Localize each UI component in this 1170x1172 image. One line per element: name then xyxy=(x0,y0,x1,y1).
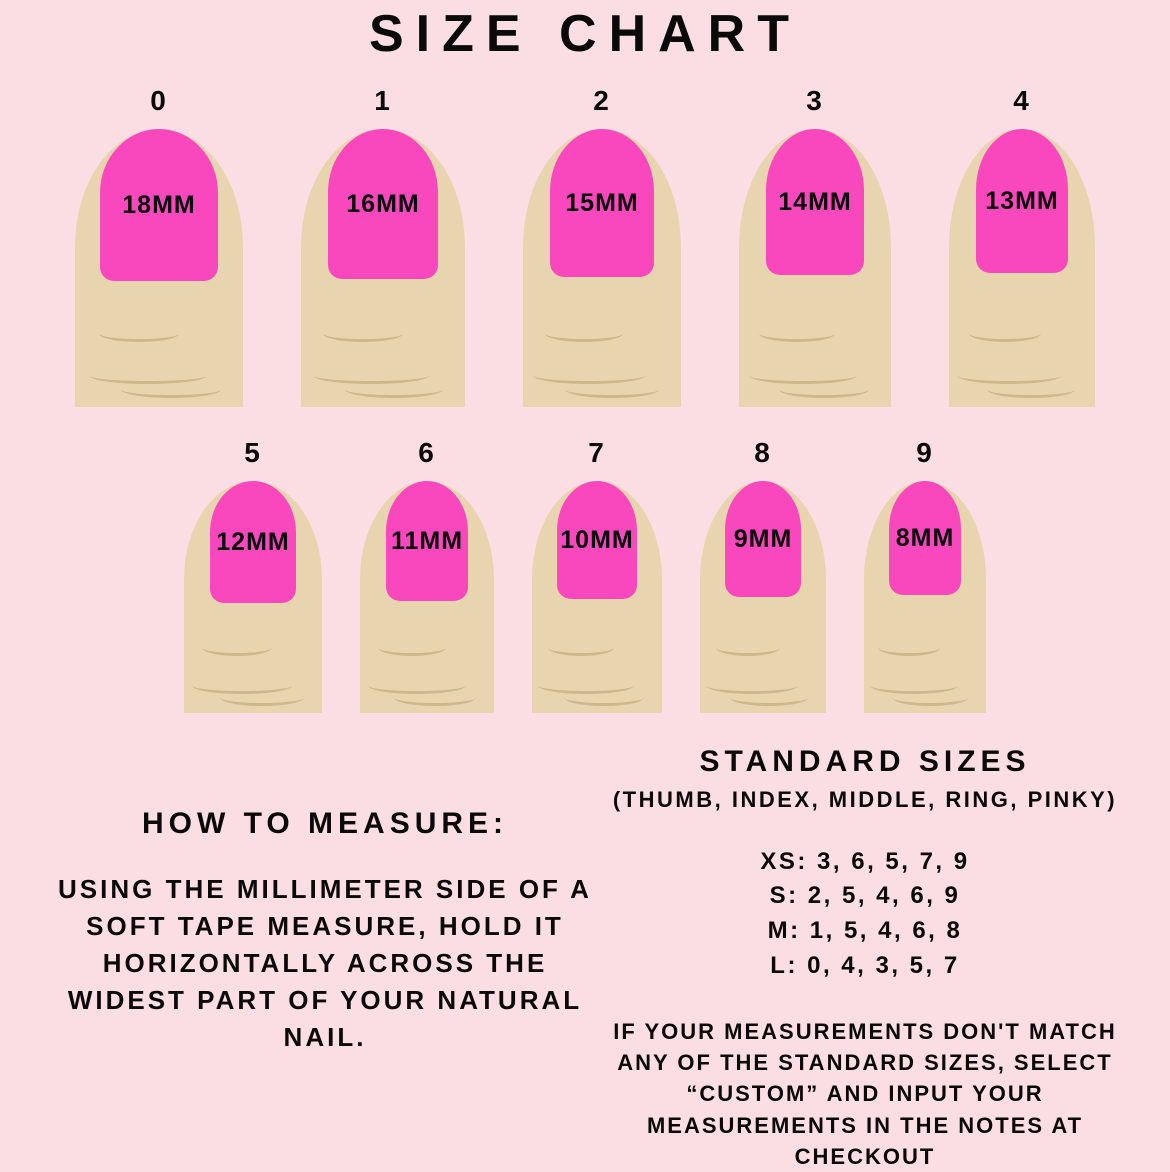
custom-size-note: IF YOUR MEASUREMENTS DON'T MATCH ANY OF THE STANDARD SIZES, SELECT “CUSTOM” AND INPUT YOUR MEASUREMENTS IN THE NOTES AT CHECKOUT xyxy=(613,1018,1117,1169)
info-section xyxy=(0,745,1170,1172)
finger-cell-6 xyxy=(360,437,494,713)
nail-shape xyxy=(766,129,864,275)
nail-shape xyxy=(557,481,637,599)
finger-graphic xyxy=(739,129,891,407)
size-label: 7 xyxy=(588,437,606,469)
finger-cell-3 xyxy=(739,85,891,407)
nail-measurement: 15MM xyxy=(565,188,639,217)
nail-shape xyxy=(210,481,296,603)
nail-shape xyxy=(976,129,1068,273)
finger-graphic xyxy=(523,129,681,407)
how-to-measure-body: USING THE MILLIMETER SIDE OF A SOFT TAPE MEASURE, HOLD IT HORIZONTALLY ACROSS THE WIDEST PART OF YOUR NATURAL NAIL. xyxy=(58,874,592,1052)
finger-cell-1 xyxy=(301,85,465,407)
size-label: 3 xyxy=(806,85,824,117)
nail-shape xyxy=(725,481,801,597)
finger-graphic xyxy=(532,481,662,713)
finger-graphic xyxy=(700,481,826,713)
finger-graphic xyxy=(949,129,1095,407)
finger-cell-9 xyxy=(864,437,986,713)
finger-graphic xyxy=(75,129,243,407)
nail-shape xyxy=(386,481,468,601)
standard-size-entry: S: 2, 5, 4, 6, 9 xyxy=(769,882,961,910)
size-label: 8 xyxy=(754,437,772,469)
finger-graphic xyxy=(360,481,494,713)
nail-measurement: 13MM xyxy=(985,186,1059,215)
size-label: 5 xyxy=(244,437,262,469)
nail-measurement: 18MM xyxy=(122,190,196,219)
standard-sizes-block xyxy=(605,745,1125,1172)
standard-size-entry: M: 1, 5, 4, 6, 8 xyxy=(767,917,963,945)
size-label: 9 xyxy=(916,437,934,469)
how-to-measure-block xyxy=(45,745,605,1056)
finger-cell-5 xyxy=(184,437,322,713)
finger-cell-2 xyxy=(523,85,681,407)
finger-graphic xyxy=(864,481,986,713)
finger-row-top xyxy=(0,85,1170,407)
size-label: 0 xyxy=(150,85,168,117)
nail-shape xyxy=(550,129,654,277)
nail-shape xyxy=(328,129,438,279)
finger-cell-4 xyxy=(949,85,1095,407)
how-to-measure-heading: HOW TO MEASURE: xyxy=(141,807,509,840)
size-label: 1 xyxy=(374,85,392,117)
size-label: 2 xyxy=(593,85,611,117)
size-label: 6 xyxy=(418,437,436,469)
finger-graphic xyxy=(301,129,465,407)
nail-measurement: 12MM xyxy=(216,527,290,556)
page-title: SIZE CHART xyxy=(369,5,801,63)
finger-cell-0 xyxy=(75,85,243,407)
finger-row-bottom xyxy=(0,437,1170,713)
nail-measurement: 10MM xyxy=(560,525,634,554)
standard-sizes-subheading: (THUMB, INDEX, MIDDLE, RING, PINKY) xyxy=(612,787,1118,812)
finger-cell-7 xyxy=(532,437,662,713)
nail-shape xyxy=(100,129,218,281)
finger-graphic xyxy=(184,481,322,713)
standard-size-entry: L: 0, 4, 3, 5, 7 xyxy=(770,952,960,980)
nail-measurement: 11MM xyxy=(390,526,464,555)
nail-measurement: 14MM xyxy=(778,187,852,216)
standard-sizes-heading: STANDARD SIZES xyxy=(699,745,1031,778)
standard-sizes-list xyxy=(605,845,1125,984)
nail-shape xyxy=(889,481,961,595)
nail-measurement: 8MM xyxy=(895,523,955,552)
nail-measurement: 9MM xyxy=(733,524,793,553)
standard-size-entry: XS: 3, 6, 5, 7, 9 xyxy=(760,847,970,875)
nail-measurement: 16MM xyxy=(346,189,420,218)
size-label: 4 xyxy=(1013,85,1031,117)
finger-cell-8 xyxy=(700,437,826,713)
